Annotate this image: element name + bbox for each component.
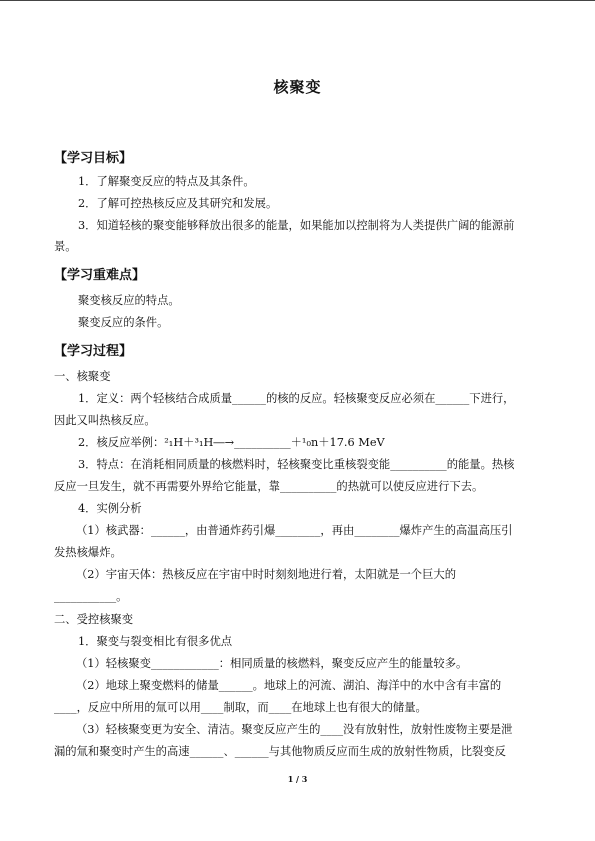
part2-line: ____，反应中所用的氚可以用____制取，而____在地球上也有很大的储量。 <box>54 701 427 714</box>
part2-line: （2）地球上聚变燃料的储量______。地球上的河流、湖泊、海洋中的水中含有丰富的 <box>76 679 502 692</box>
part2-line: （3）轻核聚变更为安全、清洁。聚变反应产生的____没有放射性，放射性废物主要是泄 <box>76 723 513 736</box>
page-title: 核聚变 <box>273 78 322 96</box>
part1-line: 因此又叫热核反应。 <box>54 414 156 427</box>
keypoint-1: 聚变核反应的特点。 <box>78 294 180 307</box>
part1-line: （2）宇宙天体：热核反应在宇宙中时时刻刻地进行着，太阳就是一个巨大的 <box>76 568 456 581</box>
part2-line: 1．聚变与裂变相比有很多优点 <box>78 635 233 648</box>
keypoint-2: 聚变反应的条件。 <box>78 316 169 329</box>
keypoints-heading: 【学习重难点】 <box>54 268 146 283</box>
goal-3-cont: 景。 <box>54 240 77 253</box>
goals-heading: 【学习目标】 <box>54 151 133 166</box>
top-rule <box>0 0 595 1</box>
part2-line: （1）轻核聚变____________：相同质量的核燃料，聚变反应产生的能量较多。 <box>76 657 468 670</box>
goal-2: 2．了解可控热核反应及其研究和发展。 <box>78 197 278 210</box>
part1-line: 4．实例分析 <box>78 502 142 515</box>
page-number: 1 / 3 <box>287 774 308 784</box>
part2-heading: 二、受控核聚变 <box>54 613 134 626</box>
process-heading: 【学习过程】 <box>54 344 133 359</box>
part1-line: （1）核武器：______，由普通炸药引爆________，再由________爆炸产生的高温高压引 <box>76 524 513 537</box>
goal-1: 1．了解聚变反应的特点及其条件。 <box>78 175 255 188</box>
part1-line: 3．特点：在消耗相同质量的核燃料时，轻核聚变比重核裂变能__________的能量。热核 <box>78 458 515 471</box>
part1-heading: 一、核聚变 <box>54 370 111 383</box>
part1-line: ___________。 <box>54 590 128 603</box>
part1-line: 1．定义：两个轻核结合成质量______的核的反应。轻核聚变反应必须在______下进行， <box>78 392 515 405</box>
goal-3: 3．知道轻核的聚变能够释放出很多的能量，如果能加以控制将为人类提供广阔的能源前 <box>78 219 515 232</box>
part1-line: 2．核反应举例：²₁H＋³₁H―→__________＋¹₀n＋17.6 MeV <box>78 436 385 449</box>
part1-line: 发热核爆炸。 <box>54 546 122 559</box>
part2-line: 漏的氚和聚变时产生的高速______、______与其他物质反应而生成的放射性物质，比裂变反 <box>54 745 506 758</box>
part1-line: 反应一旦发生，就不再需要外界给它能量，靠__________的热就可以使反应进行下去。 <box>54 480 484 493</box>
